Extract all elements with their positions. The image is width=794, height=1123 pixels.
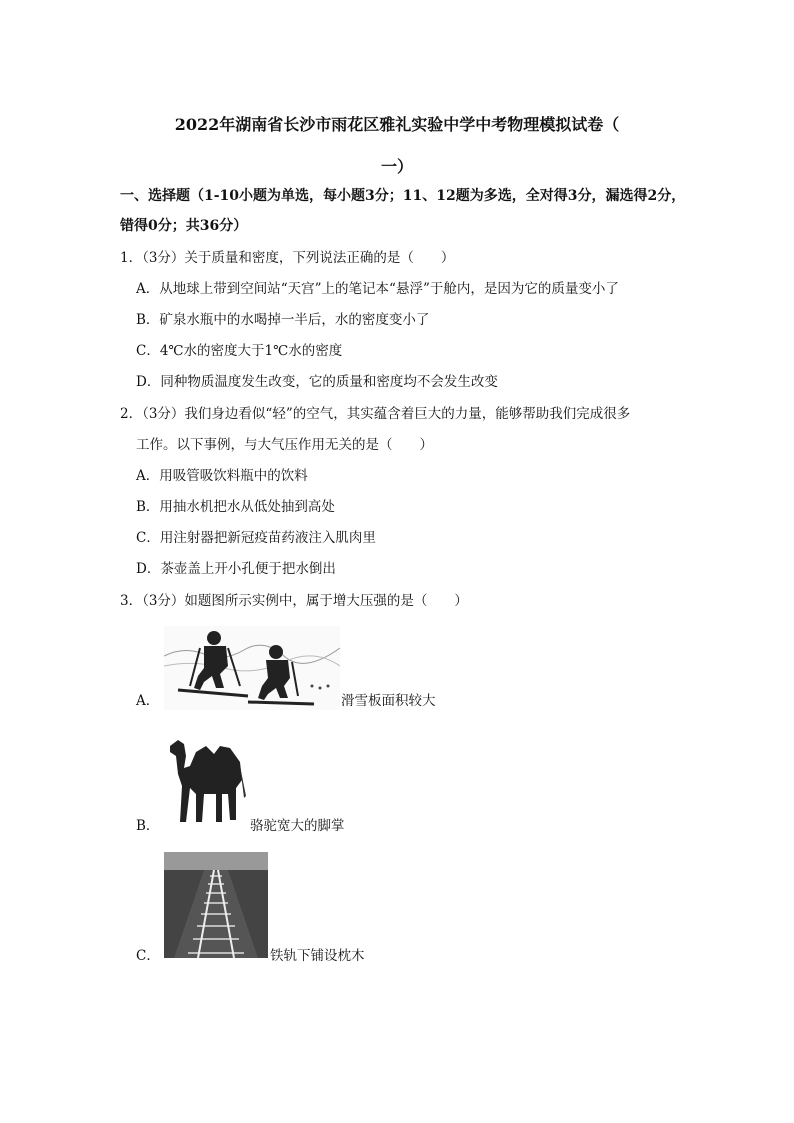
q1-stem: 1．（3分）关于质量和密度，下列说法正确的是（ ）	[120, 250, 455, 266]
section-heading-line1: 一、选择题（1-10小题为单选，每小题3分；11、12题为多选，全对得3分，漏选得2分，	[120, 188, 686, 204]
q3-option-b-caption: 骆驼宽大的脚掌	[250, 818, 345, 834]
q3-option-a-label: A．	[136, 693, 160, 709]
q1-option-a: A．从地球上带到空间站“天宫”上的笔记本“悬浮”于舱内，是因为它的质量变小了	[136, 281, 619, 297]
q1-option-b: B．矿泉水瓶中的水喝掉一半后，水的密度变小了	[136, 312, 430, 328]
q2-option-c: C．用注射器把新冠疫苗药液注入肌肉里	[136, 530, 376, 546]
camel-image	[164, 736, 250, 832]
q1-option-d: D．同种物质温度发生改变，它的质量和密度均不会发生改变	[136, 374, 498, 390]
section-heading-line2: 错得0分；共36分）	[120, 218, 248, 234]
q1-option-c: C．4℃水的密度大于1℃水的密度	[136, 343, 343, 359]
q3-option-b-label: B．	[136, 818, 160, 834]
q2-option-a: A．用吸管吸饮料瓶中的饮料	[136, 468, 308, 484]
exam-title-line2: 一）	[380, 157, 413, 176]
q3-option-c-label: C．	[136, 948, 160, 964]
q3-option-a-caption: 滑雪板面积较大	[341, 693, 436, 709]
q2-option-d: D．茶壶盖上开小孔便于把水倒出	[136, 561, 336, 577]
q3-option-c-caption: 铁轨下铺设枕木	[270, 948, 365, 964]
q3-stem: 3．（3分）如题图所示实例中，属于增大压强的是（ ）	[120, 593, 468, 609]
exam-title-line1: 2022年湖南省长沙市雨花区雅礼实验中学中考物理模拟试卷（	[174, 115, 620, 134]
exam-title	[100, 104, 694, 188]
railway-tracks-image	[164, 852, 268, 958]
skiers-image	[164, 626, 340, 710]
q2-stem-line1: 2．（3分）我们身边看似“轻”的空气，其实蕴含着巨大的力量，能够帮助我们完成很多	[120, 406, 631, 422]
q2-stem-line2: 工作。以下事例，与大气压作用无关的是（ ）	[136, 437, 433, 453]
q2-option-b: B．用抽水机把水从低处抽到高处	[136, 499, 335, 515]
